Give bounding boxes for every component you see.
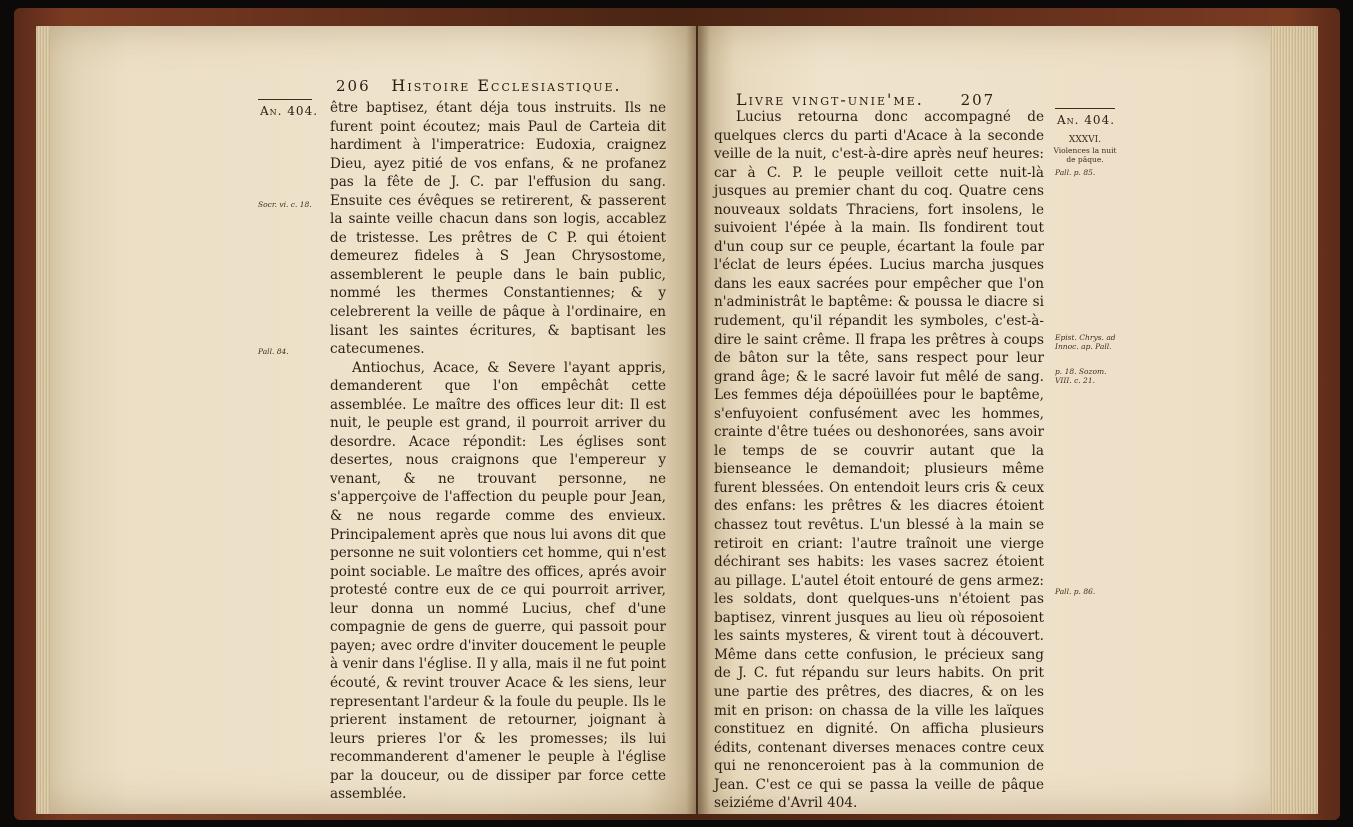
left-year-rule (258, 99, 312, 100)
right-margin-note: Epist. Chrys. ad Innoc. ap. Pall. (1055, 333, 1116, 351)
left-page-number: 206 (336, 77, 371, 95)
section-title: Violences la nuit de pâque. (1053, 145, 1117, 164)
right-paragraph: Lucius retourna donc accompagné de quelques clercs du parti d'Acace à la seconde veille de la nuit, c'est-à-dire après neuf heures: car à C. P. le peuple veilloit cette nuit-là jusques au premier chant du coq. Quatre cens nouveaux soldats Thraciens, fort insolens, le suivoient l'épée à la main. Ils fondirent tout d'un coup sur ce peuple, écartant la foule par l'éclat de leurs épées. Lucius marcha jusques dans les eaux sacrées pour empêcher que l'on n'administrât le baptême: & poussa le diacre si rudement, qu'il répandit les symboles, c'est-à-dire le saint crême. Il frapa les prêtres à coups de bâton sur la tête, sans respect pour leur grand âge; & le sacré lavoir fut mêlé de sang. Les femmes déja dépoüillées pour le baptême, s'enfuyoient confusément avec les hommes, crainte d'être tuées ou deshonorées, sans avoir le temps de se couvrir autant que la bienseance le demandoit; plusieurs même furent blessées. On entendoit leurs cris & ceux des enfans: les prêtres & les diacres étoient chassez tout revêtus. L'un blessé à la main se retiroit en criant: l'autre traînoit une vierge déchirant ses habits: les vases sacrez étoient au pillage. L'autel étoit entouré de gens armez: les soldats, dont quelques-uns n'étoient pas baptisez, vinrent jusques au lieu où réposoient les saints mysteres, & virent tout à découvert. Même dans cette confusion, le précieux sang de J. C. fut répandu sur leurs habits. On prit une partie des prêtres, des diacres, & on les mit en prison: on chassa de la ville les laïques constituez en dignité. On afficha plusieurs édits, contenant diverses menaces contre ceux qui ne renonceroient pas à la communion de Jean. C'est ce qui se passa la veille de pâque seiziéme d'Avril 404. (714, 109, 1044, 812)
section-number: XXXVI. (1068, 135, 1102, 145)
left-paragraph: Antiochus, Acace, & Severe l'ayant appris, demanderent que l'on empêchât cette assemblée. Le maître des offices leur dit: Il est nuit, le peuple est grand, il pourroit arriver du desordre. Acace répondit: Les églises sont desertes, nous craignons que l'empereur y venant, & ne trouvant personne, ne s'apperçoive de l'affection du peuple pour Jean, & ne nous regarde comme des envieux. Principalement après que nous lui avons dit que personne ne suit volontiers cet homme, qui n'est point sociable. Le maître des offices, aprés avoir protesté contre eux de ce qui pourroit arriver, leur donna un nommé Lucius, chef d'une compagnie de gens de guerre, qui passoit pour payen; avec ordre d'inviter doucement le peuple à venir dans l'église. Il y alla, mais il ne fut point écouté, & revint trouver Acace & les siens, leur representant l'ardeur & la foule du peuple. Ils le prierent instament de retourner, joignant à leurs prieres l'or & les promesses; ils lui recommanderent d'amener le peuple à l'église par la douceur, ou de dissiper par force cette assemblée. (330, 359, 667, 803)
left-body-text (330, 99, 666, 804)
right-margin-note: Pall. p. 85. (1055, 168, 1096, 177)
right-body-text (714, 108, 1044, 813)
left-year-note: An. 404. (260, 104, 319, 118)
right-margin-note: p. 18. Sozom. VIII. c. 21. (1055, 367, 1107, 385)
right-page-title: Livre vingt-unie'me. (736, 90, 924, 109)
right-year-note: An. 404. (1057, 113, 1116, 127)
book (14, 8, 1340, 820)
left-running-head (336, 76, 622, 95)
left-page-edges (36, 26, 50, 814)
section-note (1052, 136, 1118, 165)
right-running-head (736, 90, 995, 109)
right-page-number: 207 (960, 91, 996, 109)
left-page-title: Histoire Ecclesiastique. (391, 76, 622, 95)
right-margin-note: Pall. p. 86. (1055, 587, 1096, 596)
left-margin-note: Pall. 84. (258, 347, 289, 356)
left-margin-note: Socr. vi. c. 18. (258, 200, 312, 209)
book-gutter (686, 26, 710, 814)
right-year-rule (1055, 108, 1115, 109)
left-paragraph: être baptisez, étant déja tous instruits. Ils ne furent point écoutez; mais Paul de Carteia dit hardiment à l'imperatrice: Eudoxia, craignez Dieu, ayez pitié de vos enfans, & ne profanez pas la fête de J. C. par l'effusion du sang. Ensuite ces évêques se retirerent, & passerent la sainte veille chacun dans son logis, accablez de tristesse. Les prêtres de C P. qui étoient demeurez fideles à S Jean Chrysostome, assemblerent le peuple dans le bain public, nommé les thermes Constantiennes; & y celebrerent la veille de pâque à l'ordinaire, en lisant les saintes écritures, & baptisant les catecumenes. (330, 100, 666, 358)
right-page-edges (1270, 26, 1318, 814)
